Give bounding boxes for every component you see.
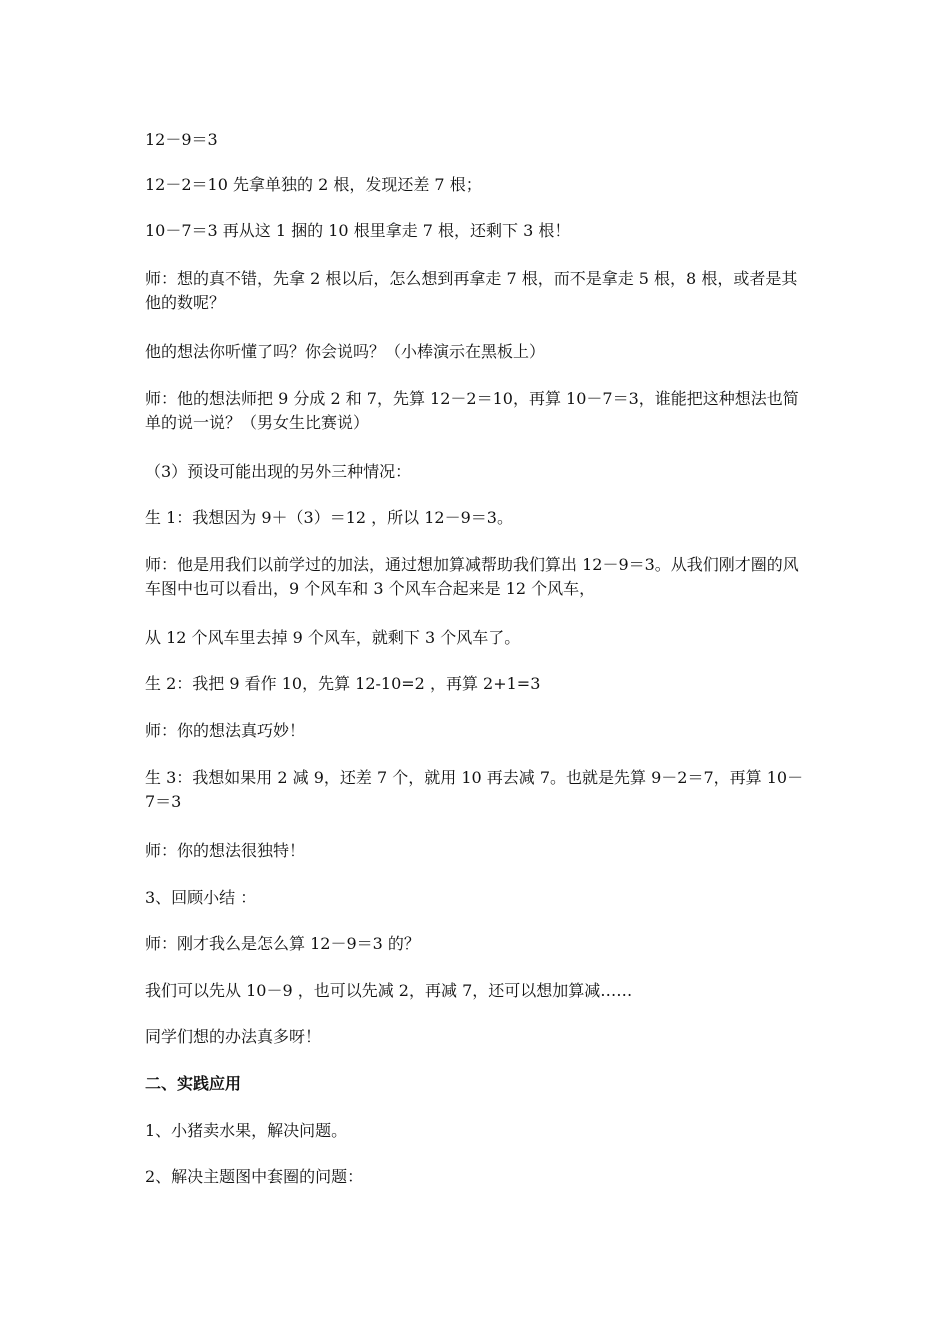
paragraph-student-3: 生 3：我想如果用 2 减 9，还差 7 个，就用 10 再去减 7。也就是先算 9－2＝7，再算 10－7＝3 bbox=[145, 768, 804, 811]
paragraph-summary-heading: 3、回顾小结 ： bbox=[145, 888, 257, 907]
paragraph-teacher-clever: 师：你的想法真巧妙！ bbox=[145, 721, 306, 740]
paragraph-practice-1: 1、小猪卖水果，解决问题。 bbox=[145, 1121, 348, 1140]
section-heading-practice: 二、实践应用 bbox=[145, 1074, 242, 1093]
paragraph-equation-12-9: 12－9＝3 bbox=[145, 130, 218, 149]
paragraph-teacher-review: 师：刚才我么是怎么算 12－9＝3 的？ bbox=[145, 934, 420, 953]
paragraph-praise: 同学们想的办法真多呀！ bbox=[145, 1027, 322, 1046]
paragraph-preset-cases: （3）预设可能出现的另外三种情况： bbox=[145, 462, 412, 481]
paragraph-teacher-unique: 师：你的想法很独特！ bbox=[145, 841, 306, 860]
paragraph-windmill-remainder: 从 12 个风车里去掉 9 个风车，就剩下 3 个风车了。 bbox=[145, 628, 521, 647]
paragraph-teacher-question: 师：想的真不错，先拿 2 根以后，怎么想到再拿走 7 根，而不是拿走 5 根，8 根，或者是其他的数呢？ bbox=[145, 269, 798, 312]
paragraph-student-1: 生 1：我想因为 9＋（3）＝12 ，所以 12－9＝3。 bbox=[145, 508, 513, 527]
paragraph-student-2: 生 2：我把 9 看作 10，先算 12-10=2 ，再算 2+1=3 bbox=[145, 674, 541, 693]
paragraph-teacher-explain: 师：他的想法师把 9 分成 2 和 7，先算 12－2＝10，再算 10－7＝3，谁能把这种想法也简单的说一说？（男女生比赛说） bbox=[145, 389, 799, 432]
paragraph-step-take-2: 12－2＝10 先拿单独的 2 根，发现还差 7 根； bbox=[145, 175, 482, 194]
paragraph-methods-list: 我们可以先从 10－9 ，也可以先减 2，再减 7，还可以想加算减…… bbox=[145, 981, 633, 1000]
paragraph-teacher-addition: 师：他是用我们以前学过的加法，通过想加算减帮助我们算出 12－9＝3。从我们刚才圈的风车图中也可以看出，9 个风车和 3 个风车合起来是 12 个风车， bbox=[145, 555, 799, 598]
paragraph-practice-2: 2、解决主题图中套圈的问题： bbox=[145, 1167, 364, 1186]
paragraph-step-take-7: 10－7＝3 再从这 1 捆的 10 根里拿走 7 根，还剩下 3 根！ bbox=[145, 221, 571, 240]
paragraph-understand-question: 他的想法你听懂了吗？你会说吗？（小棒演示在黑板上） bbox=[145, 342, 546, 361]
